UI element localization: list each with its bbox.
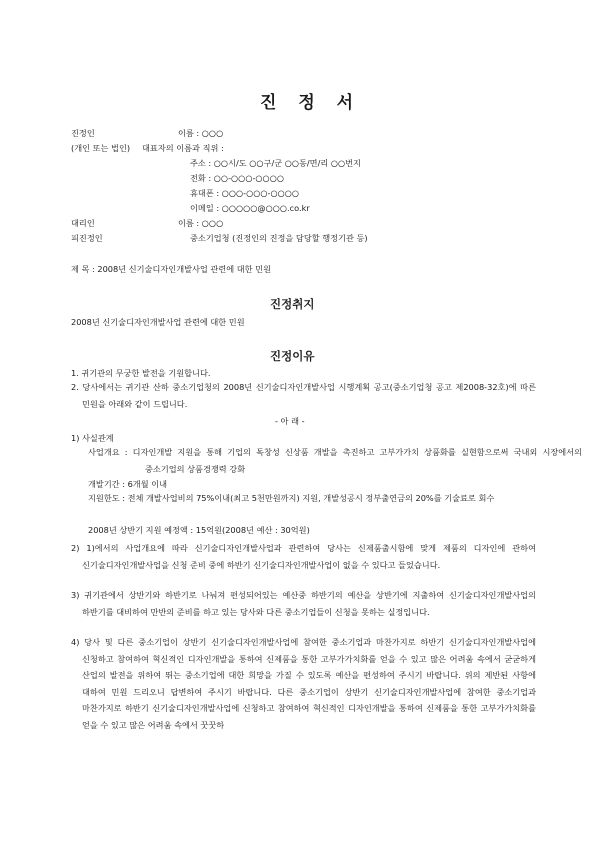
- petitioner-type-label: (개인 또는 법인): [71, 143, 131, 153]
- phone-line: 전화 : ○○-○○○-○○○○: [190, 173, 284, 183]
- respondent-text: 중소기업청 (진정인의 진정을 담당할 행정기관 등): [190, 233, 368, 243]
- purpose-text: 2008년 신기술디자인개발사업 관련에 대한 민원: [71, 317, 245, 327]
- subject-line: 제 목 : 2008년 신기술디자인개발사업 관련에 대한 민원: [71, 264, 271, 274]
- purpose-heading: 진정취지: [270, 297, 315, 311]
- facts-purpose: 사업개요 : 디자인개발 지원을 통해 기업의 독창성 신상품 개발을 촉진하고 고부가가치 상품화를 실현함으로써 국내외 시장에서의 중소기업의 상품경쟁력 강화: [88, 447, 582, 474]
- agent-label: 대리인: [71, 218, 95, 228]
- petitioner-label: 진정인: [71, 128, 95, 138]
- below-marker: - 아 래 -: [275, 416, 305, 426]
- reason-para-2: 2) 1)에서의 사업개요에 따라 신기술디자인개발사업과 관련하여 당사는 신제품출시함에 맞게 제품의 디자인에 관하여 신기술디자인개발사업을 신청 준비 중에 하반기 신기술디자인개발사업이 없을 수 있다고 들었습니다.: [71, 543, 536, 570]
- mobile-line: 휴대폰 : ○○○-○○○-○○○○: [190, 188, 300, 198]
- facts-budget: 2008년 상반기 지원 예정액 : 15억원(2008년 예산 : 30억원): [88, 525, 310, 535]
- reason-para-3: 3) 귀기관에서 상반기와 하반기로 나눠져 편성되어있는 예산중 하반기의 예산을 상반기에 지출하여 신기술디자인개발사업의 하반기를 대비하여 만반의 준비를 하고 있는 당사와 다른 중소기업들이 신청을 못하는 실정입니다.: [71, 590, 536, 617]
- petitioner-name: 이름 : ○○○: [178, 128, 224, 138]
- facts-period: 개발기간 : 6개월 이내: [88, 479, 168, 489]
- reason-item-2: 2. 당사에서는 귀기관 산하 중소기업청의 2008년 신기술디자인개발사업 시행계획 공고(중소기업청 공고 제2008-32호)에 따른 민원을 아래와 같이 드립니다.: [71, 382, 536, 409]
- facts-heading: 1) 사실관계: [71, 433, 114, 443]
- document-title: 진 정 서: [260, 93, 362, 113]
- respondent-label: 피진정인: [71, 233, 103, 243]
- agent-name: 이름 : ○○○: [178, 218, 224, 228]
- facts-limit: 지원한도 : 전체 개발사업비의 75%이내(최고 5천만원까지) 지원, 개발성공시 정부출연금의 20%를 기술료로 회수: [88, 493, 495, 503]
- address-line: 주소 : ○○시/도 ○○구/군 ○○동/면/리 ○○번지: [190, 158, 361, 168]
- reason-item-1: 1. 귀기관의 무궁한 발전을 기원합니다.: [71, 368, 211, 378]
- email-line: 이메일 : ○○○○○@○○○.co.kr: [190, 203, 310, 213]
- reason-heading: 진정이유: [270, 349, 315, 363]
- reason-para-4: 4) 당사 및 다른 중소기업이 상반기 신기술디자인개발사업에 참여한 중소기업과 마찬가지로 하반기 신기술디자인개발사업에 신청하고 참여하여 혁신적인 디자인개발을 통하여 신제품을 통한 고부가가치화를 얻을 수 있고 많은 어려움 속에서 굳굳하게 산업의 발전을 위하여 뛰는 중소기업에 대한 희망을 가질 수 있도록 예산을 편성하여 주시기 바랍니다. 위의 제반된 사항에 대하여 민원 드리오니 답변하여 주시기 바랍니다. 다른 중소기업이 상반기 신기술디자인개발사업에 참여한 중소기업과 마찬가지로 하반기 신기술디자인개발사업에 신청하고 참여하여 혁신적인 디자인개발을 통하여 신제품을 통한 고부가가치화를 얻을 수 있고 많은 어려움 속에서 꿋꿋하: [71, 637, 536, 730]
- representative-label: 대표자의 이름과 직위 :: [142, 143, 224, 153]
